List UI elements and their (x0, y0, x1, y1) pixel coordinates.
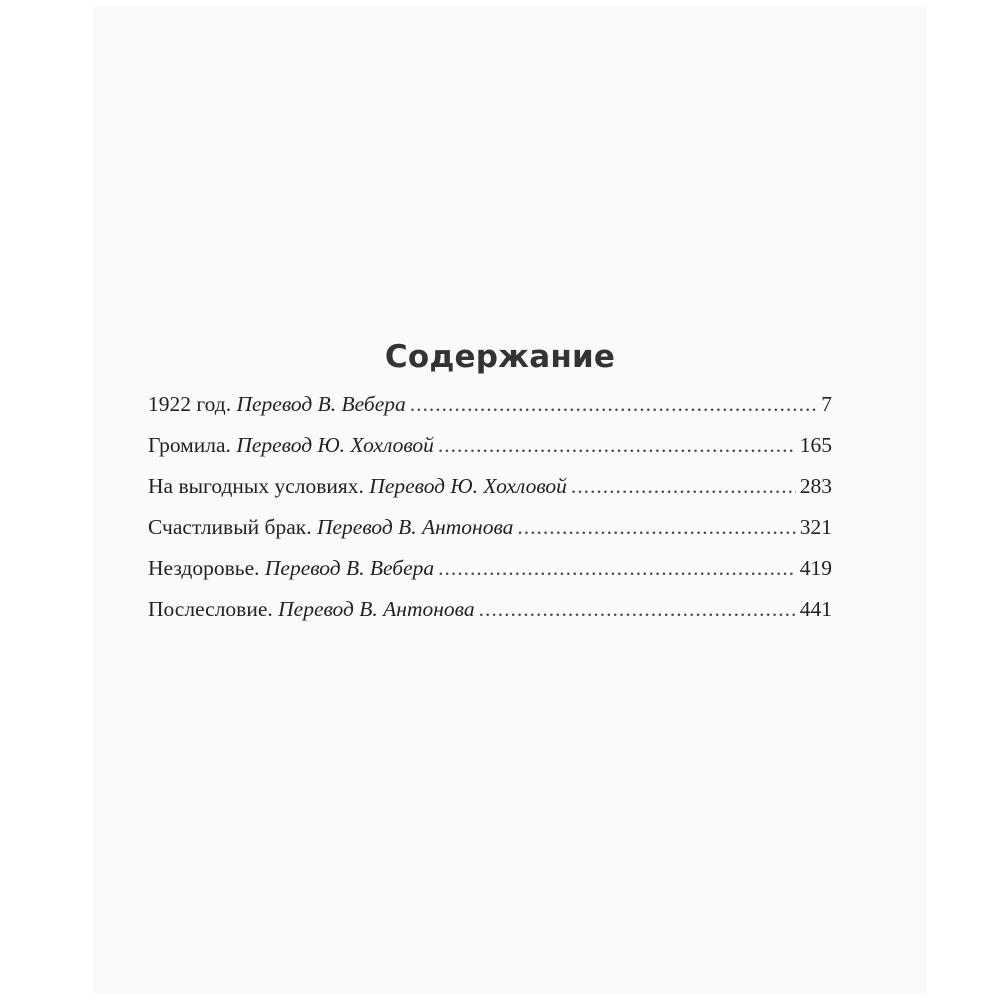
toc-entry-title: Счастливый брак. (148, 515, 312, 539)
toc-dot-leader (517, 515, 795, 540)
contents-heading: Содержание (384, 338, 616, 375)
toc-entry-page: 165 (799, 433, 832, 457)
toc-entry-title: 1922 год. (148, 392, 232, 416)
toc-dot-leader (438, 556, 796, 581)
toc-entry-title: На выгодных условиях. (148, 474, 364, 498)
toc-dot-leader (479, 597, 796, 622)
toc-entry-page: 419 (799, 556, 832, 580)
toc-entry-title: Нездоровье. (148, 556, 260, 580)
toc-entry-translator: Перевод Ю. Хохловой (236, 433, 434, 457)
table-of-contents (148, 392, 832, 638)
toc-entry (148, 392, 832, 433)
toc-entry-page: 283 (799, 474, 832, 498)
toc-dot-leader (438, 433, 796, 458)
toc-entry-translator: Перевод В. Антонова (278, 597, 475, 621)
toc-entry (148, 474, 832, 515)
toc-entry-page: 441 (799, 597, 832, 621)
toc-entry-translator: Перевод В. Вебера (236, 392, 406, 416)
toc-entry-page: 321 (799, 515, 832, 539)
toc-entry (148, 597, 832, 638)
toc-entry-title: Послесловие. (148, 597, 273, 621)
toc-entry (148, 433, 832, 474)
toc-entry (148, 556, 832, 597)
toc-entry-translator: Перевод Ю. Хохловой (369, 474, 567, 498)
toc-entry-translator: Перевод В. Вебера (264, 556, 435, 580)
toc-entry (148, 515, 832, 556)
toc-entry-translator: Перевод В. Антонова (316, 515, 514, 539)
toc-entry-title: Громила. (148, 433, 231, 457)
toc-dot-leader (410, 392, 818, 417)
toc-dot-leader (571, 474, 796, 499)
toc-entry-page: 7 (821, 392, 832, 416)
